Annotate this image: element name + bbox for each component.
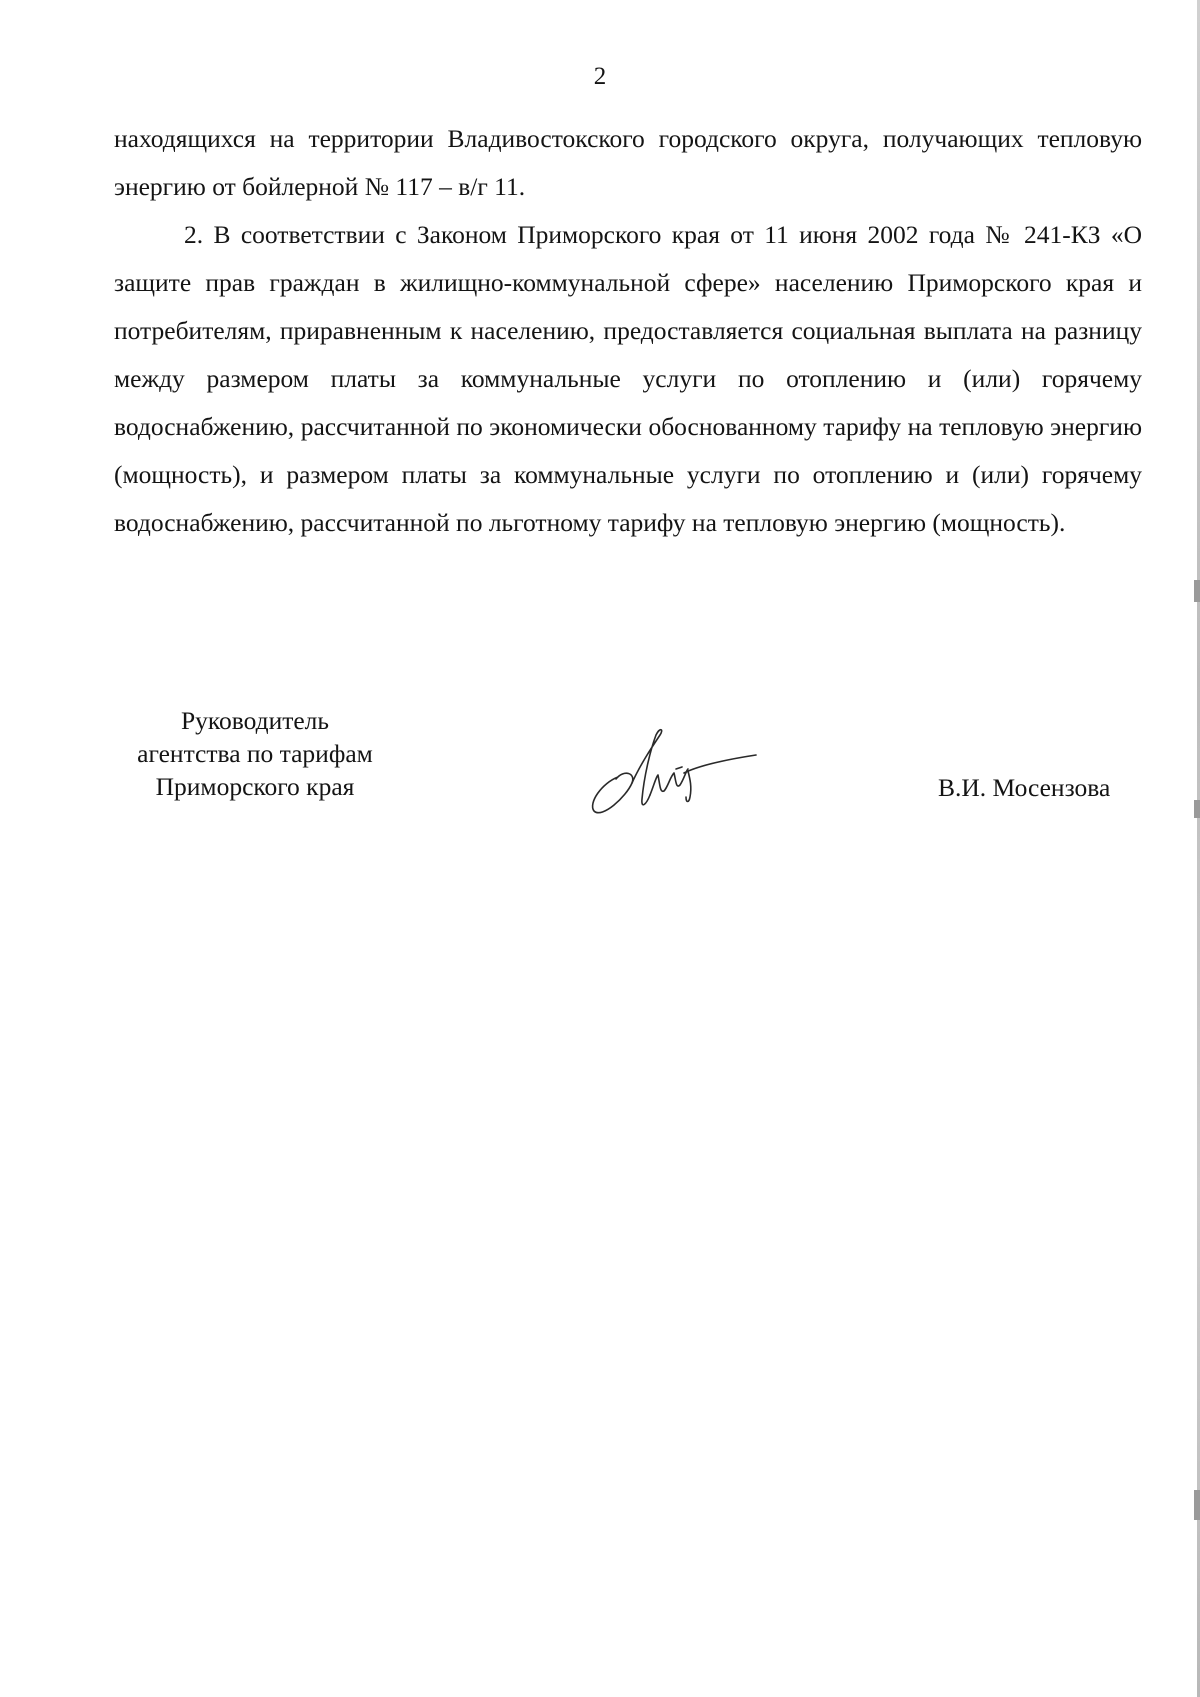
scan-edge-mark	[1194, 1490, 1200, 1520]
signer-position-line: Руководитель	[180, 706, 330, 735]
handwritten-signature	[580, 725, 760, 825]
paragraph-2: 2. В соответствии с Законом Приморского края от 11 июня 2002 года № 241-КЗ «О защите прав граждан в жилищно-коммунальной сфере» населению Приморского края и потребителям, приравненным к населению, предоставляется социальная выплата на разницу между размером платы за коммунальные услуги по отоплению и (или) горячему водоснабжению, рассчитанной по экономически обоснованному тарифу на тепловую энергию (мощность), и размером платы за коммунальные услуги по отоплению и (или) горячему водоснабжению, рассчитанной по льготному тарифу на тепловую энергию (мощность).	[114, 220, 1142, 537]
signer-name: В.И. Мосензова	[938, 773, 1111, 802]
page-number: 2	[593, 63, 607, 90]
scan-edge-mark	[1194, 580, 1200, 602]
scan-edge-mark	[1194, 800, 1200, 818]
signer-position-line: агентства по тарифам	[137, 739, 373, 768]
signer-position-line: Приморского края	[155, 772, 355, 801]
paragraph-continuation: находящихся на территории Владивостокского городского округа, получающих тепловую энергию от бойлерной № 117 – в/г 11.	[114, 124, 1142, 201]
signer-position	[110, 704, 400, 803]
